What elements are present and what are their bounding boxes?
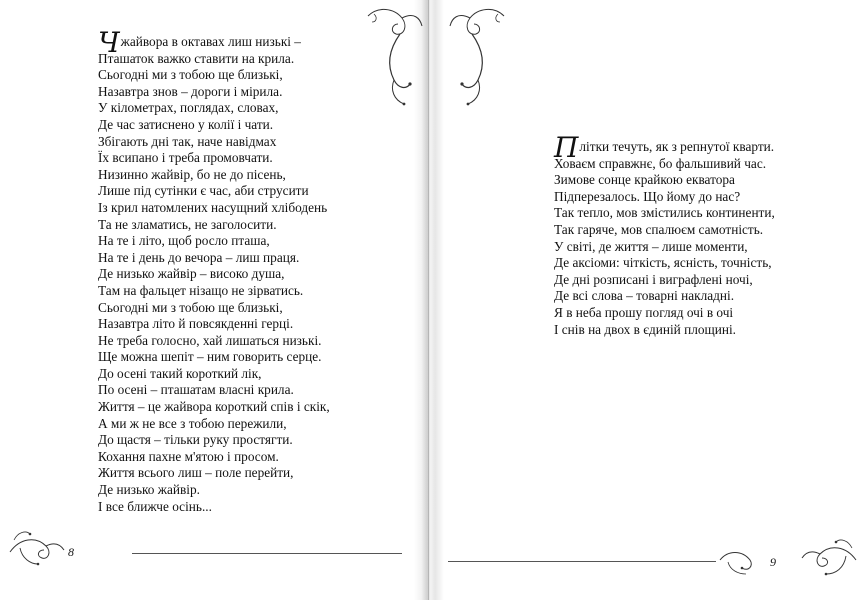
poem-line: Я в неба прошу погляд очі в очі: [554, 304, 734, 320]
poem-line: Назавтра знов – дороги і мірила.: [98, 83, 283, 99]
poem-line: Не треба голосно, хай лишаться низькі.: [98, 332, 322, 348]
poem-line: Їх всипано і треба промовчати.: [98, 150, 273, 166]
gutter-fold-line: [428, 0, 429, 600]
poem-line: Низинно жайвір, бо не до пісень,: [98, 166, 286, 182]
poem-line: Де низько жайвір – високо душа,: [98, 266, 285, 282]
poem-line: Де аксіоми: чіткість, ясність, точність,: [554, 255, 772, 271]
poem-line-text: жайвора в октавах лиш низькі –: [120, 34, 301, 49]
page-number-left: 8: [68, 545, 74, 559]
poem-line: А ми ж не все з тобою пережили,: [98, 415, 287, 431]
poem-line: Лише під сутінки є час, аби струсити: [98, 183, 309, 199]
poem-line: І снів на двох в єдиній площині.: [554, 321, 736, 337]
poem-line-text: літки течуть, як з репнутої кварти.: [579, 139, 775, 154]
flourish-top-left-icon: [364, 4, 426, 108]
poem-line: Назавтра літо й повсякденні герці.: [98, 316, 294, 332]
poem-line: Так гаряче, мов спалюєм самотність.: [554, 221, 764, 237]
poem-line: Життя – це жайвора короткий спів і скік,: [98, 399, 330, 415]
poem-line: Де всі слова – товарні накладні.: [554, 288, 735, 304]
poem-line: Із крил натомлених насущний хлібодень: [98, 199, 328, 215]
poem-line: Кохання пахне м'ятою і просом.: [98, 448, 279, 464]
drop-cap: Ч: [98, 26, 120, 59]
poem-line: Ще можна шепіт – ним говорить серце.: [98, 349, 322, 365]
poem-left: [98, 26, 330, 515]
poem-line: Збігають дні так, наче навідмах: [98, 133, 277, 149]
poem-line: На те і день до вечора – лиш праця.: [98, 249, 300, 265]
page-number-right: 9: [770, 555, 776, 569]
poem-right: [554, 131, 775, 338]
flourish-top-right-icon: [446, 4, 508, 108]
poem-line: Підперезалось. Що йому до нас?: [554, 188, 741, 204]
footer-rule-left: [132, 553, 402, 554]
poem-line: Зимове сонце крайкою екватора: [554, 172, 735, 188]
poem-line: Де низько жайвір.: [98, 482, 200, 498]
poem-line: У світі, де життя – лише моменти,: [554, 238, 748, 254]
poem-line: Сьогодні ми з тобою ще близькі,: [98, 67, 283, 83]
poem-line: Так тепло, мов змістились континенти,: [554, 205, 775, 221]
poem-line: По осені – пташатам власні крила.: [98, 382, 294, 398]
flourish-bottom-right-small-icon: [716, 544, 764, 578]
poem-line: Там на фальцет нізащо не зірватись.: [98, 282, 304, 298]
flourish-bottom-right-icon: [790, 530, 860, 586]
poem-line: У кілометрах, поглядах, словах,: [98, 100, 279, 116]
poem-line: На те і літо, щоб росло пташа,: [98, 233, 270, 249]
drop-cap: П: [554, 131, 579, 164]
poem-line: Сьогодні ми з тобою ще близькі,: [98, 299, 283, 315]
footer-rule-right: [448, 561, 716, 562]
poem-line: Життя всього лиш – поле перейти,: [98, 465, 294, 481]
poem-line: Ховаєм справжнє, бо фальшивий час.: [554, 155, 767, 171]
poem-line: Пташаток важко ставити на крила.: [98, 50, 295, 66]
flourish-bottom-left-icon: [6, 522, 66, 572]
poem-line: До осені такий короткий лік,: [98, 365, 262, 381]
poem-line: Та не зламатись, не заголосити.: [98, 216, 277, 232]
poem-line: Де дні розписані і виграфлені ночі,: [554, 271, 753, 287]
poem-line: Де час затиснено у колії і чати.: [98, 116, 274, 132]
poem-line: І все ближче осінь...: [98, 498, 212, 514]
poem-line: До щастя – тільки руку простягти.: [98, 432, 293, 448]
